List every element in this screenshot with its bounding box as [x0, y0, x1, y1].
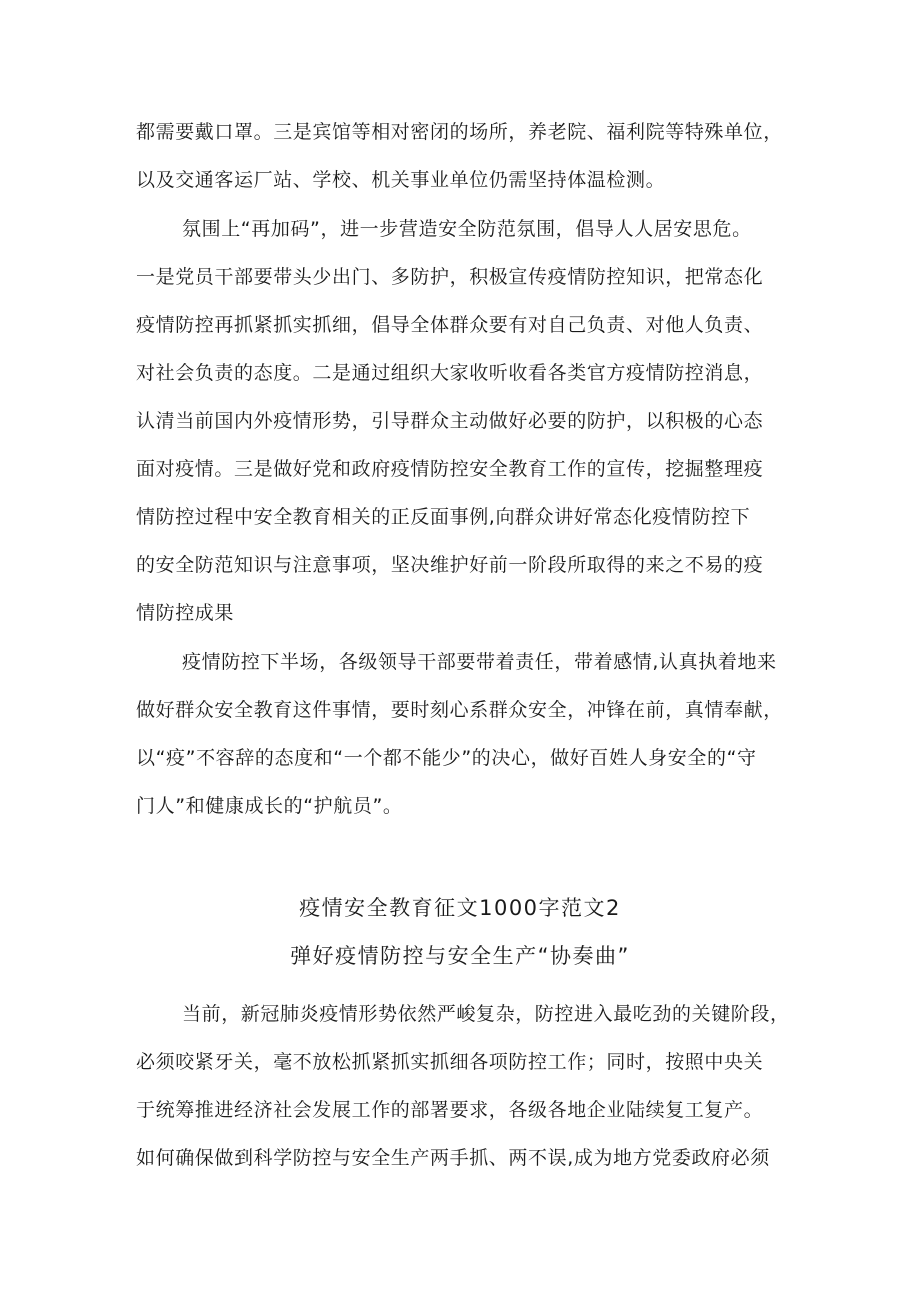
paragraph-4-line-1: 当前，新冠肺炎疫情形势依然严峻复杂，防控进入最吃劲的关键阶段， [182, 1003, 790, 1025]
section-subtitle: 弹好疫情防控与安全生产“协奏曲” [290, 944, 630, 968]
paragraph-2-line-5: 认清当前国内外疫情形势，引导群众主动做好必要的防护，以积极的心态 [136, 410, 764, 432]
paragraph-1-line-1: 都需要戴口罩。三是宾馆等相对密闭的场所，养老院、福利院等特殊单位， [136, 121, 783, 143]
paragraph-2-line-9: 情防控成果 [136, 602, 235, 624]
paragraph-2-line-6: 面对疫情。三是做好党和政府疫情防控安全教育工作的宣传，挖掘整理疫 [136, 458, 764, 480]
paragraph-3-line-2: 做好群众安全教育这件事情，要时刻心系群众安全，冲锋在前，真情奉献， [136, 699, 783, 721]
paragraph-4-line-3: 于统筹推进经济社会发展工作的部署要求，各级各地企业陆续复工复产。 [136, 1099, 764, 1121]
paragraph-3-line-3: 以“疫”不容辞的态度和“一个都不能少”的决心，做好百姓人身安全的“守 [136, 747, 757, 769]
paragraph-2-line-2: 一是党员干部要带头少出门、多防护，积极宣传疫情防控知识，把常态化 [136, 266, 764, 288]
paragraph-2-line-4: 对社会负责的态度。二是通过组织大家收听收看各类官方疫情防控消息， [136, 362, 764, 384]
section-title: 疫情安全教育征文1000字范文2 [299, 896, 621, 920]
paragraph-2-line-8: 的安全防范知识与注意事项，坚决维护好前一阶段所取得的来之不易的疫 [136, 554, 764, 576]
paragraph-3-line-1: 疫情防控下半场，各级领导干部要带着责任，带着感情,认真执着地来 [182, 651, 777, 673]
paragraph-2-line-7: 情防控过程中安全教育相关的正反面事例,向群众讲好常态化疫情防控下 [136, 506, 751, 528]
paragraph-4-line-4: 如何确保做到科学防控与安全生产两手抓、两不误,成为地方党委政府必须 [136, 1147, 770, 1169]
paragraph-3-line-4: 门人”和健康成长的“护航员”。 [136, 795, 403, 817]
paragraph-1-line-2: 以及交通客运厂站、学校、机关事业单位仍需坚持体温检测。 [136, 169, 666, 191]
paragraph-2-line-1: 氛围上“再加码”，进一步营造安全防范氛围，倡导人人居安思危。 [182, 218, 752, 240]
paragraph-2-line-3: 疫情防控再抓紧抓实抓细，倡导全体群众要有对自己负责、对他人负责、 [136, 314, 764, 336]
paragraph-4-line-2: 必须咬紧牙关，毫不放松抓紧抓实抓细各项防控工作；同时，按照中央关 [136, 1051, 764, 1073]
